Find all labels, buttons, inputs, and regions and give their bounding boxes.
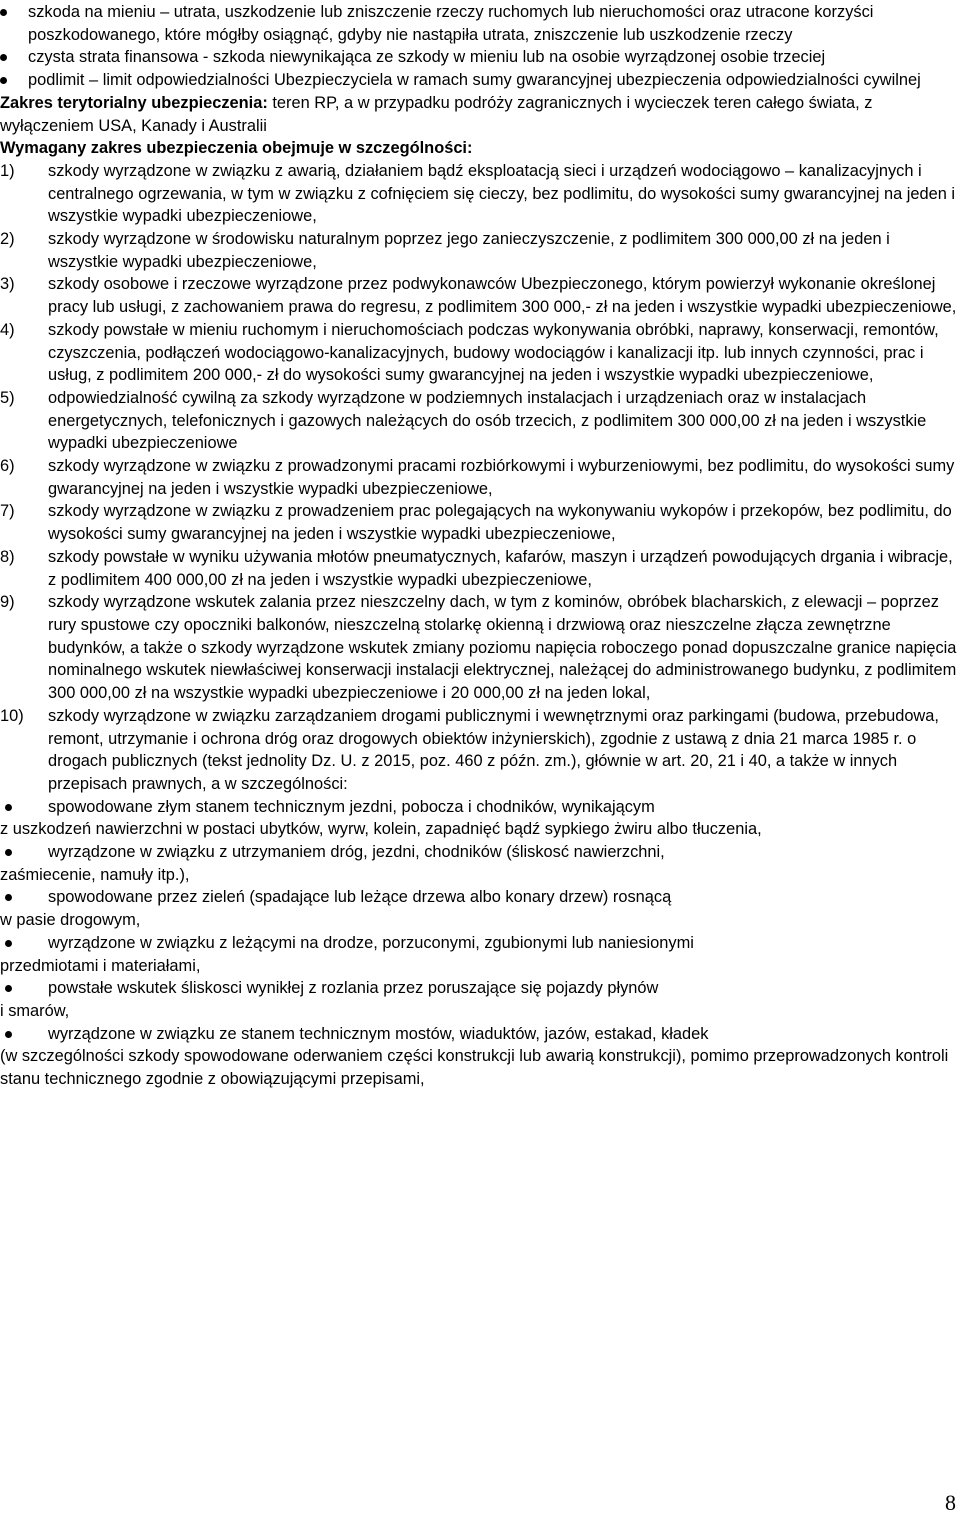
numbered-item	[0, 500, 960, 545]
sub-item-first-line: wyrządzone w związku ze stanem technicznym mostów, wiaduktów, jazów, estakad, kładek	[48, 1024, 709, 1043]
item-number: 9)	[0, 593, 15, 612]
sub-item-continuation: zaśmiecenie, namuły itp.),	[0, 865, 190, 884]
item-number: 3)	[0, 275, 15, 294]
numbered-item	[0, 705, 960, 796]
bullet-icon	[0, 9, 7, 16]
bullet-icon	[5, 849, 12, 856]
bullet-icon	[5, 940, 12, 947]
item-number: 5)	[0, 388, 15, 407]
sub-item-continuation: z uszkodzeń nawierzchni w postaci ubytków, wyrw, kolein, zapadnięć bądź sypkiego żwiru albo tłuczenia,	[0, 820, 762, 839]
sub-item-continuation: w pasie drogowym,	[0, 911, 141, 930]
list-item	[0, 1, 960, 46]
territory-paragraph	[0, 92, 960, 137]
bullet-icon	[5, 985, 12, 992]
list-item	[0, 69, 960, 92]
sub-item-first-line: powstałe wskutek śliskosci wynikłej z rozlania przez poruszające się pojazdy płynów	[48, 979, 659, 998]
bullet-icon	[0, 54, 7, 61]
item-text: szkody powstałe w wyniku używania młotów pneumatycznych, kafarów, maszyn i urządzeń powodujących drgania i wibracje, z podlimitem 400 000,00 zł na jeden i wszystkie wypadki ubezpieczeniowe,	[48, 547, 953, 589]
numbered-item	[0, 160, 960, 228]
numbered-item	[0, 273, 960, 318]
sub-list-item	[0, 977, 960, 1022]
bullet-icon	[5, 894, 12, 901]
list-item-text: szkoda na mieniu – utrata, uszkodzenie lub zniszczenie rzeczy ruchomych lub nieruchomości oraz utracone korzyści poszkodowanego, które mógłby osiągnąć, gdyby nie nastąpiła utrata, zniszczenie lub uszkodzenie rzeczy	[28, 3, 874, 44]
sub-item-continuation: i smarów,	[0, 1001, 70, 1020]
item-number: 7)	[0, 502, 15, 521]
sub-item-first-line: wyrządzone w związku z leżącymi na drodze, porzuconymi, zgubionymi lub naniesionymi	[48, 933, 694, 952]
sub-list-item	[0, 886, 960, 931]
scope-list	[0, 160, 960, 796]
definitions-list	[0, 1, 960, 92]
road-damage-list	[0, 796, 960, 1091]
sub-item-first-line: wyrządzone w związku z utrzymaniem dróg, jezdni, chodników (śliskosć nawierzchni,	[48, 843, 665, 862]
sub-item-first-line: spowodowane złym stanem technicznym jezdni, pobocza i chodników, wynikającym	[48, 797, 655, 816]
item-number: 2)	[0, 230, 15, 249]
numbered-item	[0, 228, 960, 273]
bullet-icon	[5, 1031, 12, 1038]
sub-list-item	[0, 1023, 960, 1091]
bullet-icon	[0, 77, 7, 84]
sub-list-item	[0, 932, 960, 977]
numbered-item	[0, 387, 960, 455]
numbered-item	[0, 591, 960, 705]
sub-item-continuation: przedmiotami i materiałami,	[0, 956, 201, 975]
item-text: odpowiedzialność cywilną za szkody wyrządzone w podziemnych instalacjach i urządzeniach oraz w instalacjach energetycznych, telefonicznych i gazowych należących do osób trzecich, z podlimitem 300 000,00 zł na jeden i wszystkie wypadki ubezpieczeniowe	[48, 388, 927, 453]
sub-list-item	[0, 841, 960, 886]
sub-item-continuation: (w szczególności szkody spowodowane oderwaniem części konstrukcji lub awarią konstrukcji), pomimo przeprowadzonych kontroli stanu technicznego zgodnie z obowiązującymi przepisami,	[0, 1047, 949, 1089]
item-text: szkody osobowe i rzeczowe wyrządzone przez podwykonawców Ubezpieczonego, którym powierzył wykonanie określonej pracy lub usługi, z zachowaniem prawa do regresu, z podlimitem 300 000,- zł na jeden i wszystkie wypadki ubezpieczeniowe,	[48, 275, 957, 317]
sub-list-item	[0, 796, 960, 841]
page-number: 8	[945, 1490, 956, 1515]
scope-heading-text: Wymagany zakres ubezpieczenia obejmuje w szczególności:	[0, 139, 473, 158]
item-number: 10)	[0, 706, 24, 725]
sub-item-first-line: spowodowane przez zieleń (spadające lub leżące drzewa albo konary drzew) rosnącą	[48, 888, 672, 907]
bullet-icon	[5, 804, 12, 811]
list-item-text: czysta strata finansowa - szkoda niewynikająca ze szkody w mieniu lub na osobie wyrządzonej osobie trzeciej	[28, 48, 826, 67]
numbered-item	[0, 455, 960, 500]
territory-label: Zakres terytorialny ubezpieczenia:	[0, 93, 268, 112]
item-text: szkody wyrządzone w związku z prowadzonymi pracami rozbiórkowymi i wyburzeniowymi, bez podlimitu, do wysokości sumy gwarancyjnej na jeden i wszystkie wypadki ubezpieczeniowe,	[48, 457, 955, 498]
list-item	[0, 46, 960, 69]
item-text: szkody wyrządzone wskutek zalania przez nieszczelny dach, w tym z kominów, obróbek blacharskich, z elewacji – poprzez rury spustowe czy opoczniki balkonów, nieszczelną stolarkę okienną i drzwiową oraz nieszczelne złącza zewnętrzne budynków, a także o szkody wyrządzone wskutek zmiany poziomu napięcia roboczego ponad dopuszczalne granice napięcia nominalnego wskutek niewłaściwej konserwacji instalacji elektrycznej, należącej do administrowanego budynku, z podlimitem 300 000,00 zł na wszystkie wypadki ubezpieczeniowe i 20 000,00 zł na jeden lokal,	[48, 593, 957, 703]
item-text: szkody wyrządzone w związku z awarią, działaniem bądź eksploatacją sieci i urządzeń wodociągowo – kanalizacyjnych i centralnego ogrzewania, w tym w związku z cofnięciem się cieczy, bez podlimitu, do wysokości sumy gwarancyjnej na jeden i wszystkie wypadki ubezpieczeniowe,	[48, 161, 956, 226]
territory-text: teren RP, a w przypadku podróży zagranicznych i wycieczek teren całego świata, z wyłączeniem USA, Kanady i Australii	[0, 93, 873, 135]
item-text: szkody powstałe w mieniu ruchomym i nieruchomościach podczas wykonywania obróbki, naprawy, konserwacji, remontów, czyszczenia, podłączeń wodociągowo-kanalizacyjnych, budowy wodociągów i kanalizacji itp. lub innych czynności, prac i usług, z podlimitem 200 000,- zł do wysokości sumy gwarancyjnej na jeden i wszystkie wypadki ubezpieczeniowe,	[48, 320, 939, 385]
item-text: szkody wyrządzone w związku z prowadzeniem prac polegających na wykonywaniu wykopów i przekopów, bez podlimitu, do wysokości sumy gwarancyjnej na jeden i wszystkie wypadki ubezpieczeniowe,	[48, 502, 952, 544]
item-number: 8)	[0, 547, 15, 566]
item-text: szkody wyrządzone w związku zarządzaniem drogami publicznymi i wewnętrznymi oraz parkingami (budowa, przebudowa, remont, utrzymanie i ochrona dróg oraz drogowych obiektów inżynierskich), zgodnie z ustawą z dnia 21 marca 1985 r. o drogach publicznych (tekst jednolity Dz. U. z 2015, poz. 460 z późn. zm.), głównie w art. 20, 21 i 40, a także w innych przepisach prawnych, a w szczególności:	[48, 706, 939, 793]
list-item-text: podlimit – limit odpowiedzialności Ubezpieczyciela w ramach sumy gwarancyjnej ubezpieczenia odpowiedzialności cywilnej	[28, 71, 921, 90]
item-number: 4)	[0, 320, 15, 339]
item-number: 6)	[0, 457, 15, 476]
scope-heading	[0, 137, 960, 160]
document-page	[0, 1, 960, 1091]
item-text: szkody wyrządzone w środowisku naturalnym poprzez jego zanieczyszczenie, z podlimitem 300 000,00 zł na jeden i wszystkie wypadki ubezpieczeniowe,	[48, 230, 890, 271]
numbered-item	[0, 319, 960, 387]
numbered-item	[0, 546, 960, 591]
item-number: 1)	[0, 161, 15, 180]
